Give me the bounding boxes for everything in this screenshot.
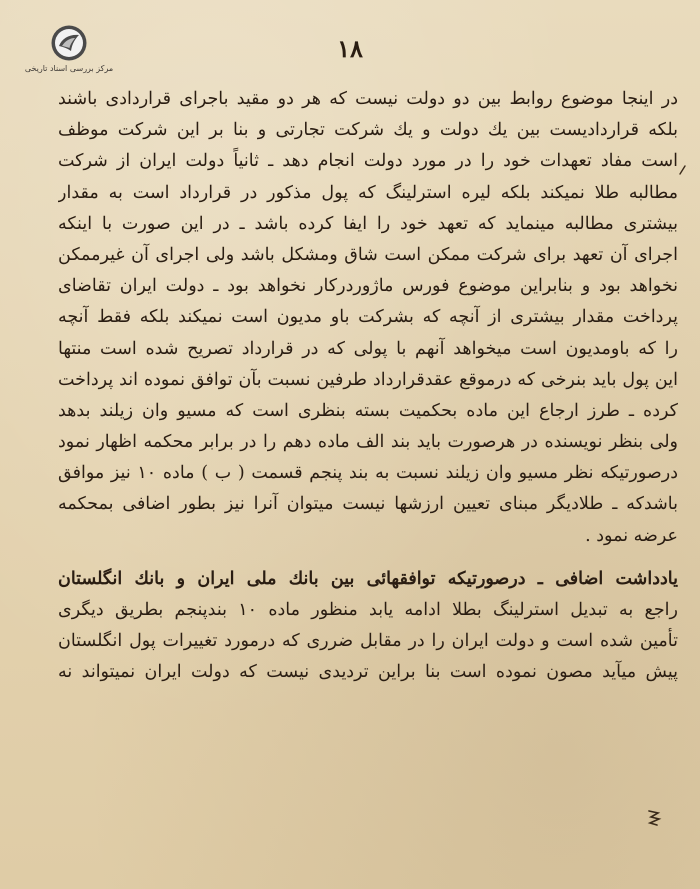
margin-tick-icon bbox=[676, 160, 692, 180]
text-line: در اینجا موضوع روابط بین دو دولت نیست که هر دو مقید باجرای قراردادی باشند bbox=[58, 89, 678, 109]
text-line: درصورتیکه نظر مسیو وان زیلند نسبت به بند پنجم قسمت ( ب ) ماده ۱۰ نیز موافق bbox=[58, 463, 678, 484]
margin-annotation-icon bbox=[646, 808, 662, 828]
text-line: بلکه قراردادیست بین یك دولت و یك شرکت تجارتی و بنا بر این شرکت موظف bbox=[58, 120, 678, 141]
page-number: ۱۸ bbox=[337, 34, 363, 63]
text-line: راجع به تبدیل استرلینگ بطلا ادامه یابد منظور ماده ۱۰ بندپنجم بطریق دیگری bbox=[58, 600, 678, 620]
text-line: کرده ـ طرز ارجاع این ماده بحکمیت بسته بنظری است که مسیو وان زیلند بدهد bbox=[58, 400, 678, 421]
text-line: عرضه نمود . bbox=[585, 525, 678, 546]
text-line: ولی بنظر نویسنده در هرصورت باید بند الف ماده دهم را در برابر محکمه اظهار نمود bbox=[58, 432, 678, 453]
text-line: باشدکه ـ طلادیگر مبنای تعیین ارزشها نیست میتوان آنرا نیز بطور اضافی بمحکمه bbox=[58, 494, 678, 515]
text-line: پرداخت مقدار بیشتری از آنچه که بشرکت باو مدیون است نمیکند بلکه فقط آنچه bbox=[58, 307, 678, 328]
text-line: است مفاد تعهدات خود را در مورد دولت انجام دهد ـ ثانیاً دولت ایران از شرکت bbox=[58, 151, 678, 172]
text-line: اجرای آن تعهد برای شرکت ممکن است شاق ومشکل باشد ولی اجرای آن غیرممکن bbox=[58, 244, 678, 265]
text-line: مطالبه طلا نمیکند بلکه لیره استرلینگ که پول مذکور در قرارداد است به مقدار bbox=[58, 182, 678, 203]
text-line: این پول باید بنرخی که درموقع عقدقرارداد طرفین نسبت بآن توافق نموده اند پرداخت bbox=[58, 369, 678, 390]
text-line: نخواهد بود و بنابراین موضوع فورس ماژوردرکار نخواهد بود ـ دولت ایران تقاضای bbox=[58, 276, 678, 297]
text-line: بیشتری مطالبه مینماید که تعهد خود را ایفا کرده باشد ـ در این صورت با اینکه bbox=[58, 213, 678, 234]
watermark-text: مرکز بررسی اسناد تاریخی bbox=[24, 64, 114, 73]
text-line: تأمین شده است و دولت ایران را در مقابل ضرری که درمورد تغییرات پول انگلستان bbox=[58, 631, 678, 652]
text-line: را که باومدیون است میخواهد آنهم با پولی که در قرارداد تصریح شده است منتها bbox=[58, 338, 678, 359]
addendum-heading-line: یادداشت اضافی ـ درصورتیکه توافقهائی بین بانك ملی ایران و بانك انگلستان bbox=[58, 568, 678, 589]
text-line: پیش میآید مصون نموده است بنا براین تردیدی نیست که دولت ایران نمیتواند نه bbox=[58, 662, 678, 683]
document-body bbox=[58, 84, 678, 689]
